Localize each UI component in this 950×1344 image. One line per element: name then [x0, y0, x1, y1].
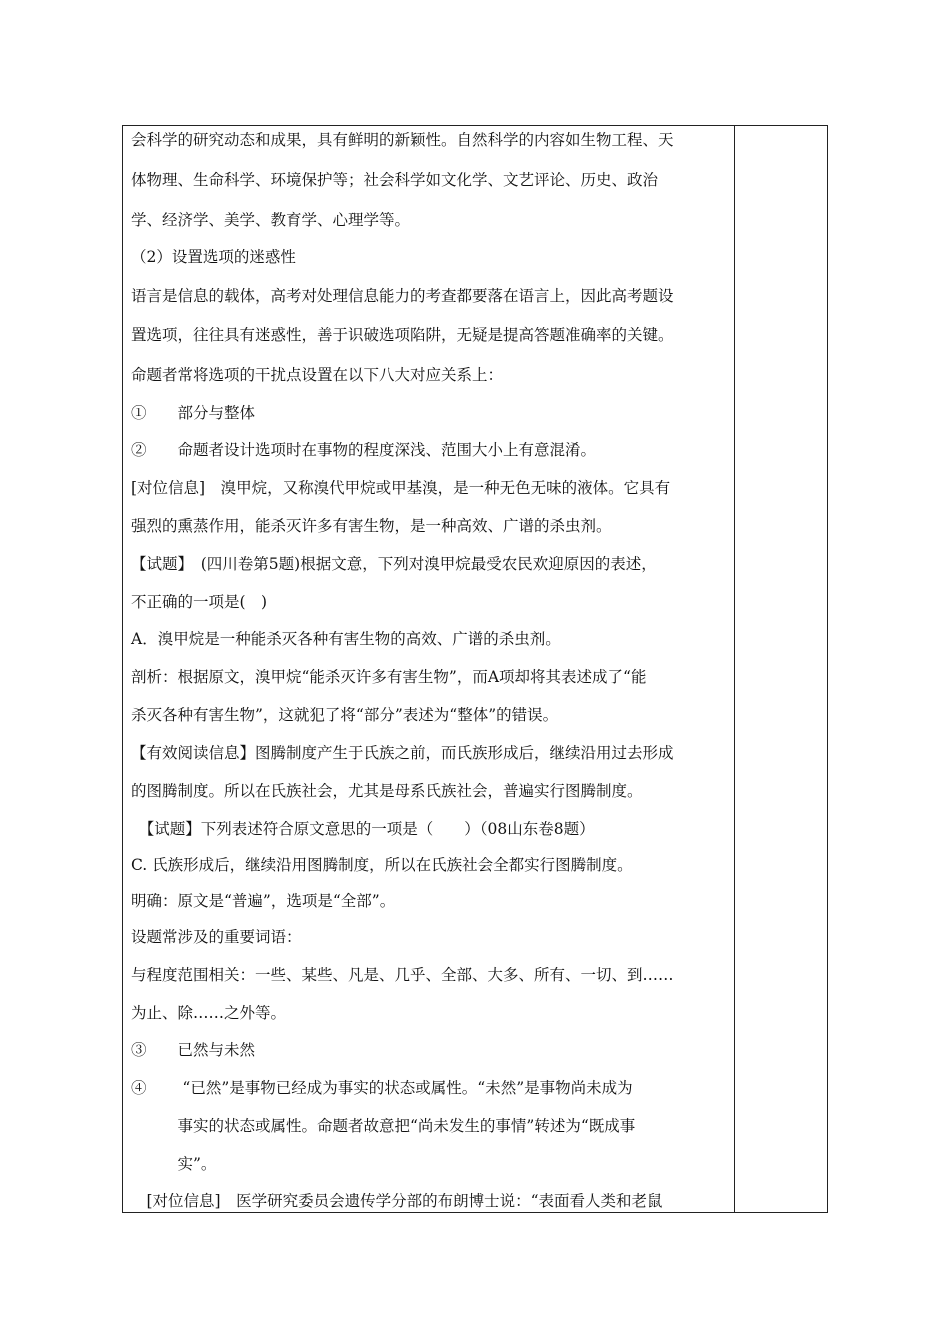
text-line: 实”。 — [131, 1155, 217, 1173]
text-line: 不正确的一项是( ) — [131, 593, 268, 611]
column-divider — [734, 125, 735, 1213]
text-line: 杀灭各种有害生物”，这就犯了将“部分”表述为“整体”的错误。 — [131, 706, 559, 724]
text-line: 【有效阅读信息】图腾制度产生于氏族之前，而氏族形成后，继续沿用过去形成 — [131, 744, 674, 762]
text-line: 学、经济学、美学、教育学、心理学等。 — [131, 211, 411, 229]
text-line: C. 氏族形成后，继续沿用图腾制度，所以在氏族社会全都实行图腾制度。 — [131, 856, 633, 874]
text-line: ③ 已然与未然 — [131, 1041, 256, 1059]
text-line: 【试题】下列表述符合原文意思的一项是（ ）（08山东卷8题） — [131, 820, 595, 838]
text-line: [对位信息] 医学研究委员会遗传学分部的布朗博士说：“表面看人类和老鼠 — [131, 1192, 663, 1210]
text-line: 会科学的研究动态和成果，具有鲜明的新颖性。自然科学的内容如生物工程、天 — [131, 131, 674, 149]
text-line: 【试题】 (四川卷第5题)根据文意，下列对溴甲烷最受农民欢迎原因的表述， — [131, 555, 657, 573]
text-line: 强烈的熏蒸作用，能杀灭许多有害生物，是一种高效、广谱的杀虫剂。 — [131, 517, 612, 535]
text-line: ④ “已然”是事物已经成为事实的状态或属性。“未然”是事物尚未成为 — [131, 1079, 633, 1097]
text-line: 体物理、生命科学、环境保护等；社会科学如文化学、文艺评论、历史、政治 — [131, 171, 659, 189]
text-line: 语言是信息的载体，高考对处理信息能力的考查都要落在语言上，因此高考题设 — [131, 287, 674, 305]
text-line: 的图腾制度。所以在氏族社会，尤其是母系氏族社会，普遍实行图腾制度。 — [131, 782, 643, 800]
text-line: （2）设置选项的迷惑性 — [131, 248, 296, 266]
text-line: 明确：原文是“普遍”，选项是“全部”。 — [131, 892, 396, 910]
text-line: 设题常涉及的重要词语： — [131, 928, 302, 946]
text-line: 剖析：根据原文，溴甲烷“能杀灭许多有害生物”，而A项却将其表述成了“能 — [131, 668, 647, 686]
text-line: 为止、除……之外等。 — [131, 1004, 287, 1022]
text-line: 与程度范围相关：一些、某些、凡是、几乎、全部、大多、所有、一切、到…… — [131, 966, 674, 984]
text-line: ① 部分与整体 — [131, 404, 256, 422]
text-line: 事实的状态或属性。命题者故意把“尚未发生的事情”转述为“既成事 — [131, 1117, 636, 1135]
text-line: 置选项，往往具有迷惑性，善于识破选项陷阱，无疑是提高答题准确率的关键。 — [131, 326, 674, 344]
text-line: 命题者常将选项的干扰点设置在以下八大对应关系上： — [131, 366, 504, 384]
text-line: ② 命题者设计选项时在事物的程度深浅、范围大小上有意混淆。 — [131, 441, 597, 459]
text-line: A．溴甲烷是一种能杀灭各种有害生物的高效、广谱的杀虫剂。 — [131, 630, 561, 648]
text-line: [对位信息] 溴甲烷，又称溴代甲烷或甲基溴，是一种无色无味的液体。它具有 — [131, 479, 671, 497]
